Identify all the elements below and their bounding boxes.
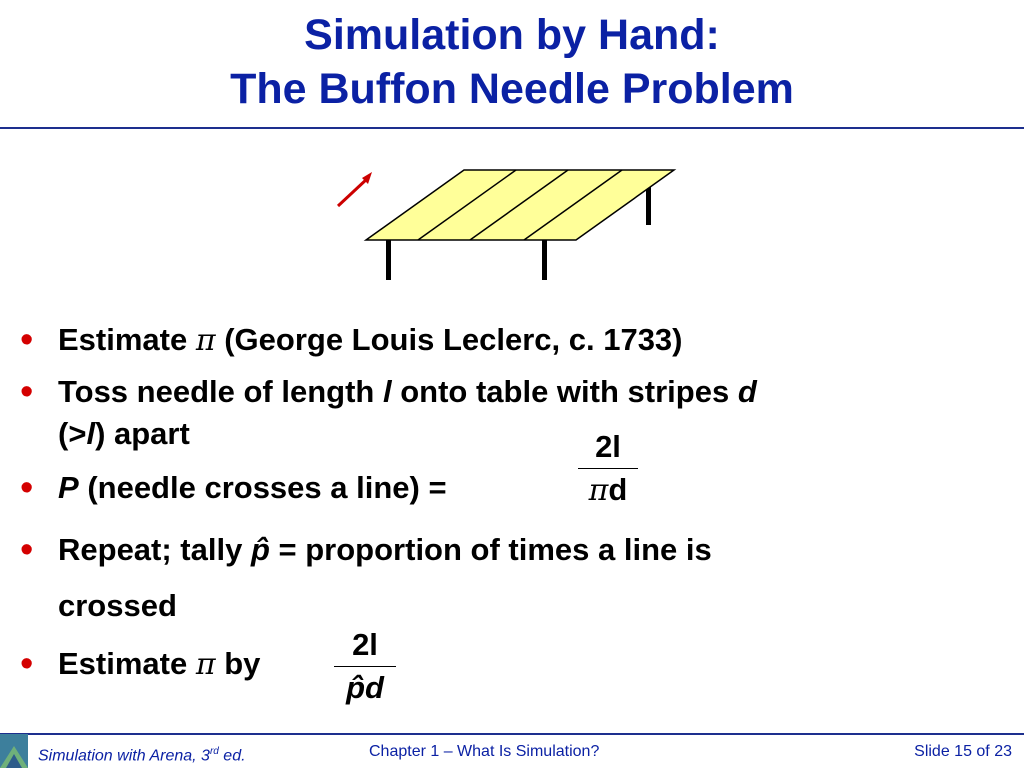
fraction-bar <box>334 666 396 667</box>
pi-symbol: π <box>195 323 216 358</box>
bullet-1-word: Estimate <box>58 322 188 357</box>
fraction-numerator: 2l <box>352 627 378 662</box>
footer-book-title <box>38 740 246 764</box>
bullet-4-text: = proportion of times a line is <box>278 532 712 567</box>
bullet-marker: • <box>20 643 34 685</box>
fraction-2l-over-phat-d <box>334 626 396 707</box>
buffon-table-figure <box>328 160 688 285</box>
bullet-4 <box>58 530 712 570</box>
p-hat-symbol: p̂ <box>250 532 270 567</box>
bullet-marker: • <box>20 467 34 509</box>
bullet-marker: • <box>20 319 34 361</box>
bullet-marker: • <box>20 529 34 571</box>
footer-divider <box>0 733 1024 735</box>
title-line-1: Simulation by Hand: <box>304 11 720 59</box>
var-p: P <box>58 470 79 505</box>
bullet-2-text: onto table with stripes <box>400 374 730 409</box>
table-leg-front-left <box>386 240 391 280</box>
bullet-3 <box>58 468 447 508</box>
fraction-2l-over-pi-d <box>578 428 638 510</box>
bullet-2-text: (> <box>58 416 87 451</box>
pi-symbol: π <box>195 647 216 682</box>
arena-logo-icon <box>0 734 28 768</box>
needle-icon <box>338 172 372 206</box>
bullet-5-by: by <box>224 646 261 681</box>
var-l: l <box>382 374 392 409</box>
title-line-2: The Buffon Needle Problem <box>230 65 794 113</box>
bullet-2-text: Toss needle of length <box>58 374 375 409</box>
fraction-numerator: 2l <box>595 429 621 464</box>
pi-symbol: π <box>588 473 609 508</box>
bullet-5 <box>58 644 260 685</box>
bullet-5-word: Estimate <box>58 646 188 681</box>
table-leg-back <box>646 185 651 225</box>
table-leg-front-right <box>542 240 547 280</box>
var-d: d <box>608 472 628 507</box>
fraction-denominator: p̂d <box>346 670 384 705</box>
bullet-marker: • <box>20 371 34 413</box>
footer-book-text: Simulation with Arena, 3 <box>38 747 210 765</box>
footer-slide-number: Slide 15 of 23 <box>914 743 1012 760</box>
var-l: l <box>86 416 96 451</box>
bullet-2-text: ) apart <box>95 416 190 451</box>
var-d: d <box>737 374 757 409</box>
bullet-4-continuation: crossed <box>58 588 177 623</box>
title-divider <box>0 127 1024 129</box>
bullet-1 <box>58 320 683 361</box>
fraction-denominator <box>578 471 638 510</box>
footer-book-edition: ed. <box>218 747 246 765</box>
fraction-bar <box>578 468 638 469</box>
slide-title <box>0 8 1024 116</box>
bullet-3-text: (needle crosses a line) = <box>87 470 447 505</box>
footer-chapter: Chapter 1 – What Is Simulation? <box>369 743 600 760</box>
bullet-2 <box>58 372 757 412</box>
bullet-1-rest: (George Louis Leclerc, c. 1733) <box>224 322 683 357</box>
bullet-2-continuation <box>58 414 190 454</box>
bullet-4-text: Repeat; tally <box>58 532 243 567</box>
footer-superscript: rd <box>209 746 219 757</box>
